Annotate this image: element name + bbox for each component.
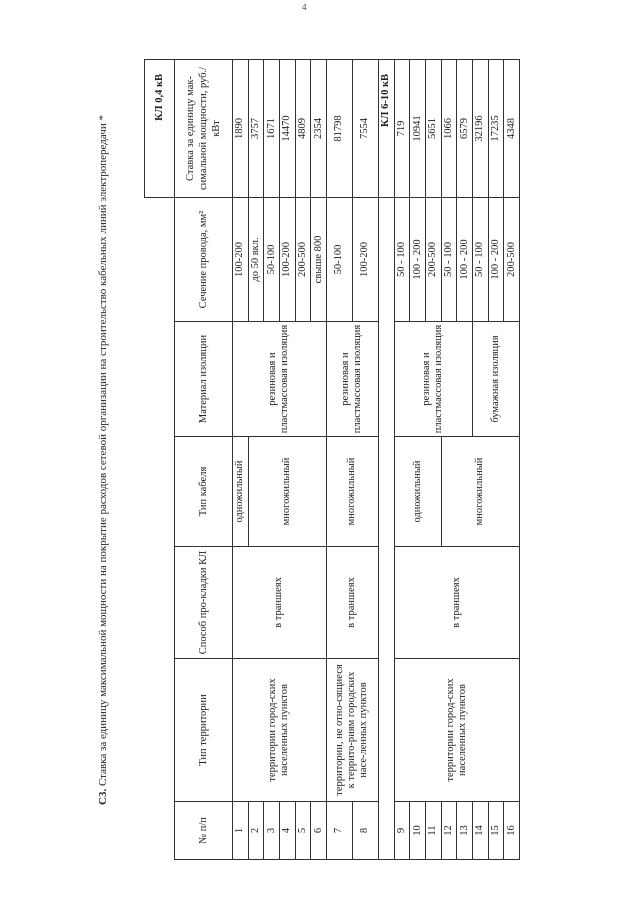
- section-cell: 50-100: [326, 197, 352, 321]
- section-cell: 200-500: [504, 197, 520, 321]
- rate-cell: 4809: [295, 59, 311, 197]
- row-number: 12: [441, 802, 457, 860]
- section-cell: 200-500: [295, 197, 311, 321]
- rate-cell: 3757: [248, 59, 264, 197]
- cable-type-cell: многожильный: [248, 437, 326, 547]
- rate-cell: 5651: [425, 59, 441, 197]
- section-cell: 100 - 200: [410, 197, 426, 321]
- rate-cell: 32196: [472, 59, 488, 197]
- section-cell: 200-500: [425, 197, 441, 321]
- section-cell: свыше 800: [311, 197, 327, 321]
- section-cell: 100-200: [279, 197, 295, 321]
- row-number: 1: [233, 802, 249, 860]
- row-number: 2: [248, 802, 264, 860]
- cable-type-cell: многожильный: [326, 437, 378, 547]
- section-cell: 100 - 200: [488, 197, 504, 321]
- insulation-cell: резиновая и пластмассовая изоляция: [233, 322, 327, 437]
- insulation-cell: резиновая и пластмассовая изоляция: [326, 322, 378, 437]
- section-row-kl610: [378, 59, 394, 859]
- header-cable-type: Тип кабеля: [175, 437, 233, 547]
- section-cell: 50 - 100: [441, 197, 457, 321]
- table-row: [233, 59, 249, 859]
- header-wire-section: Сечение провода, мм²: [175, 197, 233, 321]
- section-cell: 50 - 100: [394, 197, 410, 321]
- row-number: 9: [394, 802, 410, 860]
- row-number: 4: [279, 802, 295, 860]
- section-row-kl04: [145, 59, 175, 859]
- header-rate: Ставка за единицу мак-симальной мощности, руб./кВт: [175, 59, 233, 197]
- rate-cell: 10941: [410, 59, 426, 197]
- laying-cell: в траншеях: [233, 547, 327, 659]
- row-number: 7: [326, 802, 352, 860]
- table-row: [326, 59, 352, 859]
- cable-type-cell: одножильный: [394, 437, 441, 547]
- cable-type-cell: многожильный: [441, 437, 519, 547]
- row-number: 5: [295, 802, 311, 860]
- row-number: 16: [504, 802, 520, 860]
- insulation-cell: бумажная изоляция: [472, 322, 519, 437]
- rate-cell: 6579: [457, 59, 473, 197]
- header-row: [175, 59, 233, 859]
- rate-cell: 1066: [441, 59, 457, 197]
- row-number: 11: [425, 802, 441, 860]
- rotated-page-content: [96, 60, 520, 860]
- rates-table: [144, 59, 520, 860]
- rate-cell: 14470: [279, 59, 295, 197]
- row-number: 8: [352, 802, 378, 860]
- row-number: 15: [488, 802, 504, 860]
- territory-cell: территории город-ских населенных пунктов: [394, 659, 519, 802]
- section-cell: 50-100: [264, 197, 280, 321]
- table-caption: [96, 60, 142, 860]
- caption-text: Ставка за единицу максимальной мощности на покрытие расходов сетевой организации на строительство кабельных линий электропередачи *: [97, 115, 109, 787]
- caption-number: С3.: [97, 788, 109, 805]
- section-cell: 100-200: [233, 197, 249, 321]
- row-number: 13: [457, 802, 473, 860]
- territory-cell: территории, не отно-сящиеся к террито-риям городских насе-ленных пунктов: [326, 659, 378, 802]
- row-number: 6: [311, 802, 327, 860]
- header-laying: Способ про-кладки КЛ: [175, 547, 233, 659]
- row-number: 3: [264, 802, 280, 860]
- laying-cell: в траншеях: [326, 547, 378, 659]
- rate-cell: 4348: [504, 59, 520, 197]
- row-number: 14: [472, 802, 488, 860]
- table-row: [394, 59, 410, 859]
- rate-cell: 17235: [488, 59, 504, 197]
- section-cell: 100 - 200: [457, 197, 473, 321]
- section-label-kl04: КЛ 0,4 кВ: [145, 59, 175, 197]
- rate-cell: 2354: [311, 59, 327, 197]
- section-cell: 50 - 100: [472, 197, 488, 321]
- header-insulation: Материал изоляции: [175, 322, 233, 437]
- rate-cell: 1671: [264, 59, 280, 197]
- territory-cell: территории город-ских населенных пунктов: [233, 659, 327, 802]
- rate-cell: 1890: [233, 59, 249, 197]
- rate-cell: 719: [394, 59, 410, 197]
- header-territory: Тип территории: [175, 659, 233, 802]
- section-label-kl610: КЛ 6-10 кВ: [378, 59, 394, 197]
- section-cell: до 50 вкл.: [248, 197, 264, 321]
- laying-cell: в траншеях: [394, 547, 519, 659]
- row-number: 10: [410, 802, 426, 860]
- insulation-cell: резиновая и пластмассовая изоляция: [394, 322, 472, 437]
- page-number: 4: [302, 2, 307, 12]
- section-cell: 100-200: [352, 197, 378, 321]
- rate-cell: 7554: [352, 59, 378, 197]
- cable-type-cell: одножильный: [233, 437, 249, 547]
- header-num: № п/п: [175, 802, 233, 860]
- rate-cell: 81798: [326, 59, 352, 197]
